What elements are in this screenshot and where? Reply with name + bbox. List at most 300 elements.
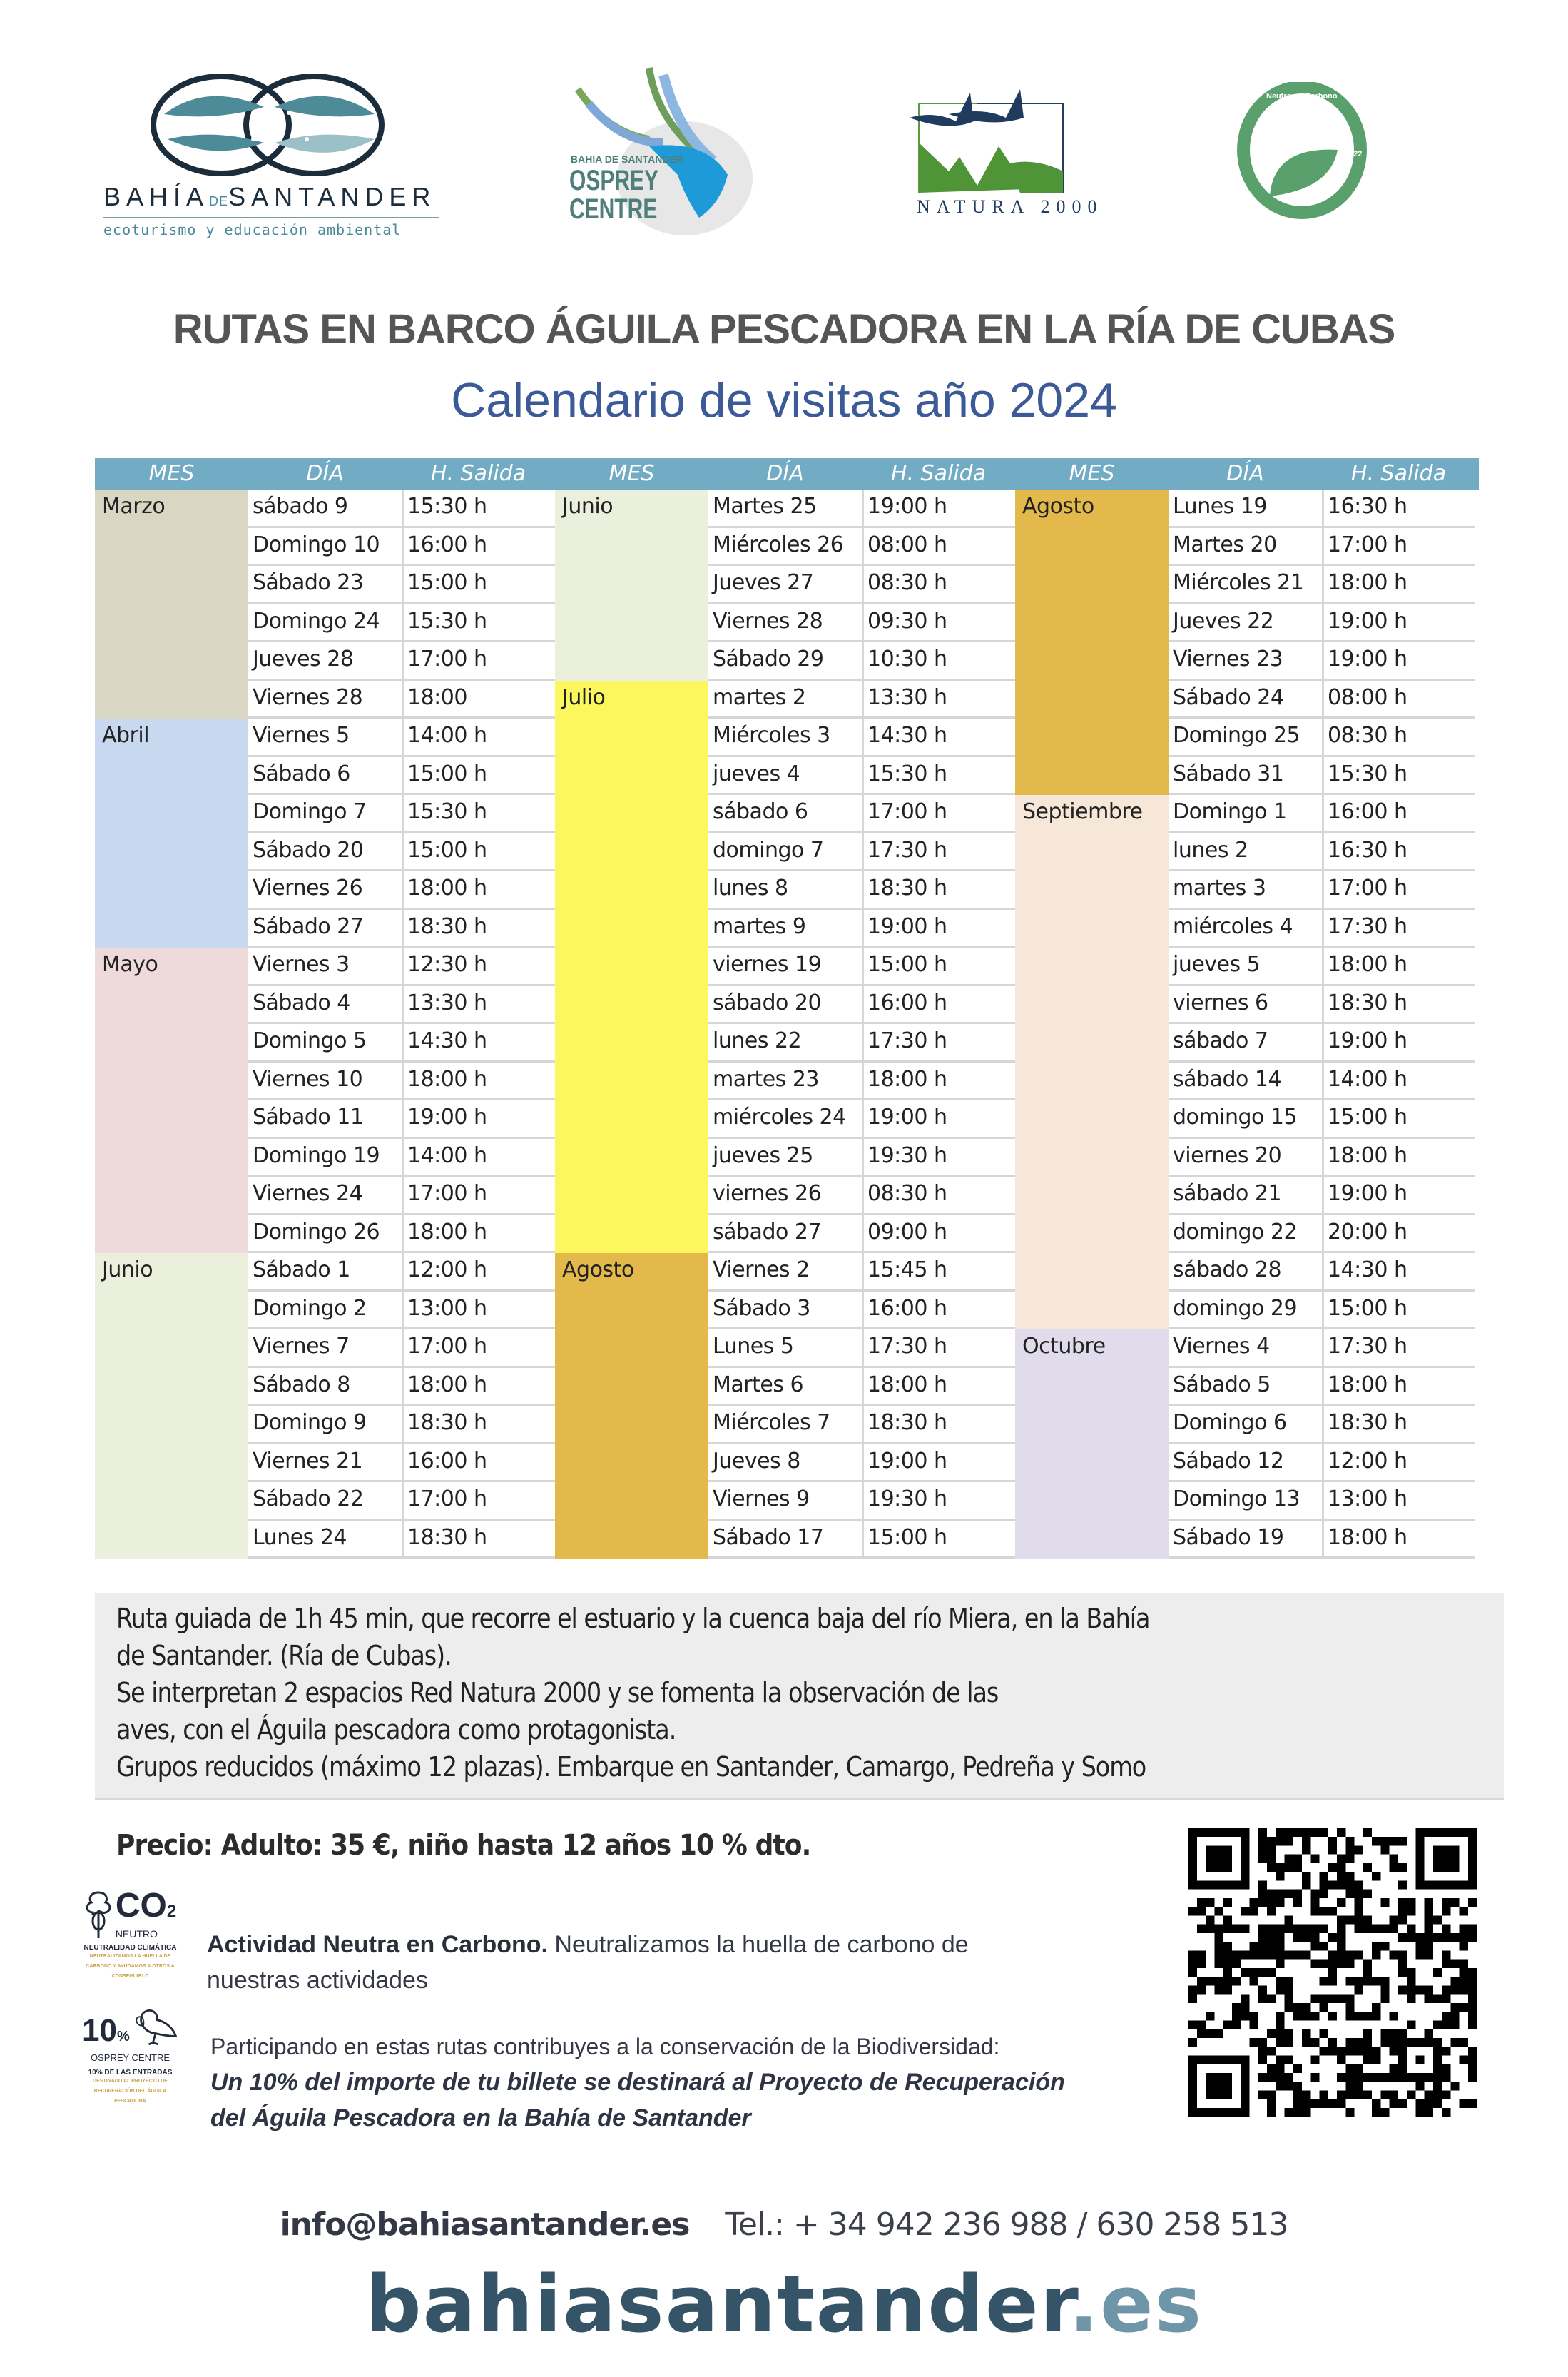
qr-module <box>1328 1933 1337 1942</box>
phone-numbers[interactable]: Tel.: + 34 942 236 988 / 630 258 513 <box>725 2206 1288 2243</box>
table-row <box>1169 1024 1475 1063</box>
qr-module <box>1320 1828 1328 1837</box>
osprey-centre-logo <box>564 61 756 239</box>
table-row <box>708 604 1015 643</box>
natura-landscape-icon <box>906 86 1077 193</box>
website-host: bahiasantander <box>365 2259 1069 2350</box>
qr-module <box>1328 1968 1337 1977</box>
table-row <box>248 910 555 948</box>
qr-module <box>1293 2064 1302 2073</box>
qr-module <box>1345 1977 1354 1985</box>
day-cell: Sábado 6 <box>253 761 350 786</box>
cell-divider <box>1322 1444 1324 1481</box>
qr-module <box>1468 1977 1477 1985</box>
ten-percent-label: 10 <box>82 2013 117 2048</box>
cell-divider <box>402 1292 404 1328</box>
qr-module <box>1337 1995 1345 2003</box>
qr-module <box>1267 1933 1276 1942</box>
qr-module <box>1223 1898 1232 1907</box>
time-cell: 18:00 h <box>407 1372 487 1397</box>
table-row <box>1169 490 1475 528</box>
time-cell: 15:00 h <box>867 952 947 977</box>
table-row <box>248 1253 555 1292</box>
carbon-neutral-body-2: nuestras actividades <box>207 1967 428 1994</box>
time-cell: 15:30 h <box>407 494 487 519</box>
time-cell: 14:30 h <box>1328 1257 1407 1282</box>
carbon-neutral-heading: Actividad Neutra en Carbono. <box>207 1931 548 1958</box>
qr-module <box>1310 2055 1319 2064</box>
qr-module <box>1345 2003 1354 2012</box>
qr-module <box>1442 2073 1450 2082</box>
qr-module <box>1258 1828 1267 1837</box>
table-row <box>1169 871 1475 910</box>
table-row <box>1169 1406 1475 1444</box>
table-row <box>708 681 1015 719</box>
qr-module <box>1250 1950 1258 1959</box>
time-cell: 15:45 h <box>867 1257 947 1282</box>
day-cell: Sábado 19 <box>1173 1524 1284 1550</box>
cell-divider <box>402 833 404 870</box>
qr-module <box>1363 2029 1372 2038</box>
qr-module <box>1310 1960 1319 1968</box>
qr-module <box>1398 1933 1407 1942</box>
table-row <box>248 1482 555 1521</box>
qr-module <box>1267 2090 1276 2099</box>
qr-module <box>1363 1925 1372 1933</box>
time-cell: 15:30 h <box>407 608 487 634</box>
time-cell: 15:30 h <box>1328 761 1407 786</box>
qr-module <box>1363 2012 1372 2020</box>
day-cell: Jueves 27 <box>713 570 814 595</box>
cell-divider <box>862 910 864 946</box>
table-row <box>708 642 1015 681</box>
qr-module <box>1276 2029 1284 2038</box>
qr-module <box>1215 1925 1223 1933</box>
qr-module <box>1355 2012 1363 2020</box>
qr-module <box>1267 1845 1276 1854</box>
day-cell: Domingo 19 <box>253 1142 380 1168</box>
qr-module <box>1398 1985 1407 1994</box>
qr-module <box>1337 2090 1345 2099</box>
qr-module <box>1398 1880 1407 1889</box>
cell-divider <box>862 1444 864 1481</box>
qr-module <box>1450 1977 1459 1985</box>
qr-module <box>1310 1933 1319 1942</box>
qr-module <box>1206 1898 1214 1907</box>
qr-module <box>1206 1925 1214 1933</box>
month-label: Marzo <box>102 494 166 519</box>
qr-module <box>1380 1837 1389 1845</box>
table-row <box>1169 986 1475 1025</box>
qr-module <box>1398 1968 1407 1977</box>
qr-module <box>1355 1890 1363 1898</box>
qr-module <box>1355 2082 1363 2090</box>
email-link[interactable]: info@bahiasantander.es <box>280 2206 690 2243</box>
qr-module <box>1276 2012 1284 2020</box>
qr-module <box>1328 1995 1337 2003</box>
table-row <box>1169 910 1475 948</box>
qr-module <box>1337 2047 1345 2055</box>
qr-code-icon <box>1188 1828 1477 2117</box>
qr-module <box>1223 1968 1232 1977</box>
qr-module <box>1460 1933 1468 1942</box>
cell-divider <box>1322 604 1324 641</box>
qr-module <box>1433 1933 1442 1942</box>
qr-module <box>1415 2082 1424 2090</box>
qr-module <box>1380 1942 1389 1950</box>
day-cell: Domingo 26 <box>253 1219 380 1245</box>
day-cell: Viernes 7 <box>253 1334 350 1359</box>
qr-module <box>1285 2108 1293 2117</box>
qr-module <box>1215 1960 1223 1968</box>
qr-module <box>1398 2099 1407 2108</box>
qr-module <box>1285 2082 1293 2090</box>
qr-module <box>1276 1985 1284 1994</box>
qr-module <box>1293 2090 1302 2099</box>
time-cell: 08:30 h <box>867 1181 947 1206</box>
qr-module <box>1267 2029 1276 2038</box>
qr-module <box>1460 1977 1468 1985</box>
qr-module <box>1355 1845 1363 1854</box>
cell-divider <box>402 1100 404 1137</box>
day-cell: martes 23 <box>713 1066 820 1092</box>
day-cell: Martes 20 <box>1173 532 1277 557</box>
qr-module <box>1337 1960 1345 1968</box>
qr-module <box>1310 1925 1319 1933</box>
description-line: aves, con el Águila pescadora como protagonista. <box>116 1714 676 1745</box>
qr-module <box>1372 1942 1380 1950</box>
qr-module <box>1241 2012 1249 2020</box>
table-row <box>1169 1063 1475 1101</box>
qr-module <box>1285 2073 1293 2082</box>
day-cell: jueves 25 <box>713 1142 813 1168</box>
qr-module <box>1363 1863 1372 1872</box>
cell-divider <box>862 1139 864 1175</box>
qr-module <box>1380 2090 1389 2099</box>
cell-divider <box>402 948 404 984</box>
qr-module <box>1241 2003 1249 2012</box>
qr-module <box>1398 2029 1407 2038</box>
time-cell: 12:00 h <box>1328 1448 1407 1474</box>
qr-module <box>1442 1950 1450 1959</box>
table-row <box>1169 642 1475 681</box>
cell-divider <box>402 719 404 755</box>
table-row <box>1169 1329 1475 1368</box>
cell-divider <box>402 1368 404 1404</box>
qr-module <box>1450 1985 1459 1994</box>
qr-module <box>1232 2012 1241 2020</box>
day-cell: Miércoles 21 <box>1173 570 1304 595</box>
qr-module <box>1345 1995 1354 2003</box>
table-row <box>248 1444 555 1483</box>
qr-module <box>1250 1907 1258 1915</box>
time-cell: 15:00 h <box>867 1524 947 1550</box>
qr-module <box>1380 1925 1389 1933</box>
table-row <box>248 1368 555 1407</box>
qr-module <box>1363 1968 1372 1977</box>
qr-module <box>1425 2029 1433 2038</box>
cell-divider <box>1322 719 1324 755</box>
qr-module <box>1425 1898 1433 1907</box>
day-cell: viernes 19 <box>713 952 822 977</box>
day-cell: Domingo 24 <box>253 608 380 634</box>
time-cell: 18:00 h <box>1328 952 1407 977</box>
qr-module <box>1188 2038 1197 2047</box>
time-cell: 10:30 h <box>867 647 947 671</box>
time-cell: 14:30 h <box>407 1028 487 1053</box>
qr-module <box>1337 1933 1345 1942</box>
cell-divider <box>402 1253 404 1289</box>
time-cell: 19:00 h <box>1328 608 1407 634</box>
qr-module <box>1276 1863 1284 1872</box>
qr-module <box>1223 1925 1232 1933</box>
day-cell: Sábado 24 <box>1173 684 1284 710</box>
day-cell: Viernes 28 <box>713 608 823 634</box>
time-cell: 19:00 h <box>1328 647 1407 671</box>
table-row <box>708 1368 1015 1407</box>
qr-module <box>1407 1977 1415 1985</box>
qr-module <box>1450 1933 1459 1942</box>
qr-module <box>1188 1950 1197 1959</box>
cell-divider <box>862 1329 864 1366</box>
qr-module <box>1232 1950 1241 1959</box>
qr-module <box>1320 2099 1328 2108</box>
qr-module <box>1390 1950 1398 1959</box>
qr-module <box>1345 1845 1354 1854</box>
day-cell: lunes 22 <box>713 1028 802 1053</box>
table-row <box>708 1482 1015 1521</box>
qr-module <box>1232 2020 1241 2029</box>
qr-module <box>1302 2003 1310 2012</box>
qr-module <box>1310 2012 1319 2020</box>
cell-divider <box>1322 1100 1324 1137</box>
qr-module <box>1258 2055 1267 2064</box>
qr-module <box>1337 1915 1345 1924</box>
cell-divider <box>862 1100 864 1137</box>
neutro-carbono-logo <box>1231 82 1373 225</box>
day-cell: domingo 29 <box>1173 1295 1298 1321</box>
qr-module <box>1232 2003 1241 2012</box>
qr-module <box>1442 1898 1450 1907</box>
qr-module <box>1258 2047 1267 2055</box>
co2-subscript: 2 <box>166 1902 177 1921</box>
day-cell: Sábado 4 <box>253 990 350 1015</box>
badge-caption: 10% DE LAS ENTRADAS <box>88 2069 173 2077</box>
tree-icon <box>84 1890 113 1940</box>
cell-divider <box>1322 566 1324 602</box>
cell-divider <box>862 1177 864 1213</box>
qr-module <box>1450 2082 1459 2090</box>
qr-module <box>1345 2012 1354 2020</box>
qr-module <box>1267 1863 1276 1872</box>
qr-module <box>1398 1960 1407 1968</box>
table-row <box>1169 566 1475 604</box>
time-cell: 18:00 h <box>1328 570 1407 595</box>
day-cell: viernes 6 <box>1173 990 1268 1015</box>
table-row <box>1169 1177 1475 1215</box>
cell-divider <box>1322 1215 1324 1252</box>
qr-module <box>1258 1950 1267 1959</box>
month-label: Octubre <box>1022 1334 1106 1359</box>
header-mes: MES <box>609 461 655 486</box>
cell-divider <box>402 1482 404 1519</box>
qr-module <box>1276 2082 1284 2090</box>
qr-module <box>1337 1880 1345 1889</box>
day-cell: Martes 25 <box>713 494 817 519</box>
table-row <box>1169 1444 1475 1483</box>
qr-module <box>1337 2055 1345 2064</box>
qr-module <box>1267 1968 1276 1977</box>
qr-module <box>1390 2064 1398 2073</box>
qr-module <box>1285 1828 1293 1837</box>
qr-module <box>1468 1898 1477 1907</box>
cell-divider <box>402 490 404 526</box>
table-row <box>248 871 555 910</box>
qr-module <box>1293 1898 1302 1907</box>
qr-module <box>1320 1995 1328 2003</box>
table-row <box>708 871 1015 910</box>
qr-module <box>1250 1968 1258 1977</box>
qr-module <box>1407 1925 1415 1933</box>
qr-module <box>1276 2038 1284 2047</box>
qr-module <box>1425 1907 1433 1915</box>
osprey-bird-icon <box>131 2005 178 2052</box>
table-row <box>1169 1215 1475 1254</box>
day-cell: Lunes 24 <box>253 1524 347 1550</box>
qr-module <box>1302 1950 1310 1959</box>
qr-module <box>1450 1960 1459 1968</box>
qr-module <box>1276 1950 1284 1959</box>
bahia-wordmark: BAHÍADESANTANDER <box>103 182 437 211</box>
qr-module <box>1302 1872 1310 1880</box>
qr-module <box>1442 1907 1450 1915</box>
time-cell: 17:30 h <box>867 1334 947 1359</box>
month-cell <box>1015 795 1169 1329</box>
day-cell: domingo 22 <box>1173 1219 1298 1245</box>
qr-module <box>1302 2099 1310 2108</box>
time-cell: 17:00 h <box>1328 532 1407 557</box>
qr-module <box>1188 2020 1197 2029</box>
cell-divider <box>1322 528 1324 564</box>
qr-module <box>1320 1925 1328 1933</box>
time-cell: 08:00 h <box>1328 684 1407 710</box>
table-row <box>248 604 555 643</box>
qr-module <box>1285 1950 1293 1959</box>
qr-module <box>1468 1968 1477 1977</box>
qr-module <box>1310 1855 1319 1863</box>
qr-module <box>1363 1960 1372 1968</box>
time-cell: 12:30 h <box>407 952 487 977</box>
qr-module <box>1345 1950 1354 1959</box>
qr-module <box>1407 1907 1415 1915</box>
table-row <box>248 1292 555 1330</box>
bahia-tagline: ecoturismo y educación ambiental <box>103 221 402 238</box>
qr-module <box>1433 2020 1442 2029</box>
day-cell: lunes 2 <box>1173 837 1248 863</box>
day-cell: viernes 20 <box>1173 1142 1282 1168</box>
qr-module <box>1197 1950 1206 1959</box>
cell-divider <box>402 757 404 794</box>
qr-module <box>1450 1898 1459 1907</box>
qr-module <box>1345 2108 1354 2117</box>
month-cell <box>95 1253 248 1559</box>
day-cell: viernes 26 <box>713 1181 822 1206</box>
badge-subcaption: NEUTRALIZAMOS LA HUELLA DE CARBONO Y AYUDAMOS A OTROS A CONSEGUIRLO <box>86 1954 175 1979</box>
cell-divider <box>402 1329 404 1366</box>
table-row <box>248 1100 555 1139</box>
cell-divider <box>1322 833 1324 870</box>
day-cell: Sábado 11 <box>253 1105 364 1130</box>
day-cell: Viernes 4 <box>1173 1334 1270 1359</box>
table-row <box>248 490 555 528</box>
qr-module <box>1468 1925 1477 1933</box>
website-link[interactable] <box>0 2259 1568 2350</box>
time-cell: 09:00 h <box>867 1219 947 1245</box>
qr-module <box>1293 1950 1302 1959</box>
qr-module <box>1285 2029 1293 2038</box>
day-cell: sábado 9 <box>253 494 348 519</box>
qr-module <box>1320 2090 1328 2099</box>
cell-divider <box>862 566 864 602</box>
table-row <box>1169 1521 1475 1559</box>
qr-module <box>1425 2099 1433 2108</box>
table-row <box>708 795 1015 833</box>
time-cell: 18:00 h <box>867 1066 947 1092</box>
qr-module <box>1380 1995 1389 2003</box>
qr-module <box>1223 1915 1232 1924</box>
qr-module <box>1310 1890 1319 1898</box>
time-cell: 14:00 h <box>407 1142 487 1168</box>
qr-module <box>1267 2064 1276 2073</box>
qr-module <box>1345 1960 1354 1968</box>
qr-module <box>1407 1968 1415 1977</box>
time-cell: 17:30 h <box>867 837 947 863</box>
day-cell: martes 9 <box>713 913 806 939</box>
time-cell: 17:00 h <box>867 799 947 824</box>
cell-divider <box>862 604 864 641</box>
qr-module <box>1328 1880 1337 1889</box>
qr-module <box>1250 1898 1258 1907</box>
qr-module <box>1293 2108 1302 2117</box>
qr-code[interactable] <box>1188 1828 1477 2117</box>
qr-module <box>1460 2055 1468 2064</box>
qr-module <box>1197 2029 1206 2038</box>
qr-module <box>1468 2099 1477 2108</box>
qr-module <box>1415 2055 1424 2064</box>
qr-module <box>1425 2108 1433 2117</box>
page-subtitle: Calendario de visitas año 2024 <box>451 373 1117 427</box>
qr-module <box>1328 1960 1337 1968</box>
qr-module <box>1468 2012 1477 2020</box>
qr-module <box>1267 1890 1276 1898</box>
day-cell: Miércoles 7 <box>713 1410 830 1435</box>
qr-module <box>1468 1985 1477 1994</box>
description-line: Grupos reducidos (máximo 12 plazas). Embarque en Santander, Camargo, Pedreña y Somo <box>116 1751 1146 1783</box>
qr-module <box>1425 1925 1433 1933</box>
qr-module <box>1442 2108 1450 2117</box>
qr-module <box>1380 1845 1389 1854</box>
qr-module <box>1258 1845 1267 1854</box>
qr-module <box>1337 1828 1345 1837</box>
cell-divider <box>862 871 864 908</box>
cell-divider <box>402 1177 404 1213</box>
cell-divider <box>1322 1253 1324 1289</box>
qr-module <box>1355 2064 1363 2073</box>
qr-module <box>1450 2003 1459 2012</box>
qr-module <box>1398 1950 1407 1959</box>
table-row <box>708 528 1015 567</box>
qr-module <box>1398 1907 1407 1915</box>
